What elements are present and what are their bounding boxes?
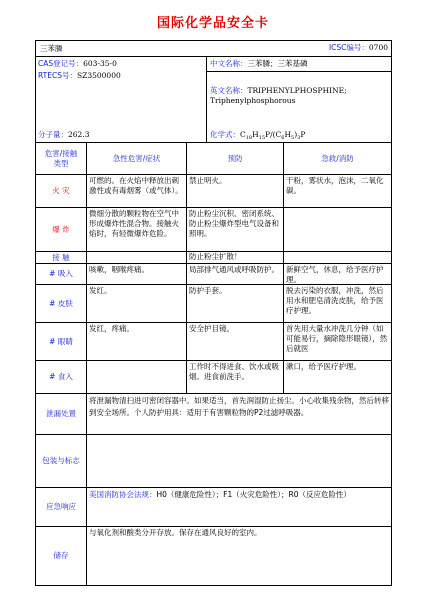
rtecs-label: RTECS号： xyxy=(38,71,77,80)
storage-text: 与氧化剂和酸类分开存放。保存在通风良好的室内。 xyxy=(89,528,262,537)
rtecs-number xyxy=(38,71,203,81)
col-header-acute: 急性危害/症状 xyxy=(112,153,161,163)
packaging-text xyxy=(87,435,391,487)
formula-label: 化学式： xyxy=(210,130,240,139)
ingestion-acute xyxy=(87,361,186,393)
explosion-prevention: 防止粉尘沉积、密闭系统、防止粉尘爆炸型电气设备和照明。 xyxy=(189,209,279,238)
icsc-number xyxy=(268,43,388,53)
emergency-label-nfpa: 美国消防协会法规： xyxy=(89,490,157,499)
skin-prevention: 防护手套。 xyxy=(189,286,227,295)
cas-number xyxy=(38,59,203,69)
row-label-contact: 接 触 xyxy=(52,252,70,262)
en-name-value-2: Triphenylphosphorous xyxy=(210,96,296,105)
row-label-ingestion: # 食入 xyxy=(49,372,73,381)
inhalation-acute: 咳嗽，咽喉疼痛。 xyxy=(89,265,149,274)
row-label-eyes: # 眼睛 xyxy=(49,336,73,346)
mw-label: 分子量： xyxy=(38,130,68,139)
molecular-weight xyxy=(38,130,198,140)
cas-value: 603-35-0 xyxy=(83,59,117,68)
cn-name-label: 中文名称： xyxy=(210,59,248,68)
emergency-text xyxy=(87,488,391,526)
row-label-inhalation: # 吸入 xyxy=(49,269,73,278)
mw-value: 262.3 xyxy=(68,130,90,139)
cas-label: CAS登记号： xyxy=(38,59,84,68)
section-label-storage: 储存 xyxy=(53,551,69,560)
emergency-ratings: H0（健康危险性）；F1（火灾危险性）；R0（反应危险性） xyxy=(156,490,351,499)
chemical-formula: 化学式：$C_{18}H_{15}P/(C_6H_5)_3P$ xyxy=(210,130,306,140)
eyes-prevention: 安全护目镜。 xyxy=(189,324,234,333)
icsc-value: 0700 xyxy=(368,43,388,52)
section-label-spill: 泄漏处置 xyxy=(46,409,76,418)
explosion-first-aid xyxy=(284,208,391,251)
en-name-value-1: TRIPHENYLPHOSPHINE; xyxy=(247,86,347,95)
section-label-emergency: 应急响应 xyxy=(46,502,76,511)
row-label-skin: # 皮肤 xyxy=(49,298,73,308)
explosion-acute: 微细分散的颗粒物在空气中形成爆炸性混合物。接触火焰时，有轻微爆炸危险。 xyxy=(89,209,179,238)
fire-acute: 可燃的。在火焰中释放出刺激性或有毒烟雾（或气体）。 xyxy=(89,176,183,195)
fire-prevention: 禁止明火。 xyxy=(189,176,227,185)
ingestion-prevention: 工作时不得进食、饮水或吸烟。进食前洗手。 xyxy=(189,362,279,381)
col-header-hazard-type: 危害/接触 类型 xyxy=(44,148,78,168)
chemical-name: 三苯膦 xyxy=(40,44,63,53)
cn-name-value: 三苯膦；三苯基磷 xyxy=(247,59,308,68)
rtecs-value: SZ3500000 xyxy=(76,71,121,80)
col-header-prevention: 预防 xyxy=(227,153,243,163)
chinese-name xyxy=(210,59,390,69)
spill-text: 将泄漏物清扫进可密闭容器中。如果适当，首先润湿防止扬尘。小心收集残余物，然后转移到安全场所。个人防护用具：适用于有害颗粒物的P2过滤呼吸器。 xyxy=(89,396,389,417)
skin-first-aid: 脱去污染的衣服，冲洗，然后用水和肥皂清洗皮肤，给予医疗护理。 xyxy=(286,286,384,315)
inhalation-first-aid: 新鲜空气，休息，给予医疗护理。 xyxy=(286,265,384,284)
card-title: 国际化学品安全卡 xyxy=(156,16,269,31)
eyes-acute: 发红，疼痛。 xyxy=(89,324,134,333)
en-name-label: 英文名称： xyxy=(210,86,248,95)
contact-prevention: 防止粉尘扩散！ xyxy=(189,252,242,261)
icsc-label: ICSC编号： xyxy=(328,43,369,52)
fire-first-aid: 干粉，雾状水，泡沫，二氧化碳。 xyxy=(286,176,384,195)
skin-acute: 发红。 xyxy=(89,286,112,295)
section-label-packaging: 包装与标志 xyxy=(42,456,80,465)
inhalation-prevention: 局部排气通风或呼吸防护。 xyxy=(189,265,279,274)
safety-card-sheet xyxy=(35,40,392,586)
english-name xyxy=(210,86,390,106)
row-label-fire: 火 灾 xyxy=(52,186,70,195)
ingestion-first-aid: 漱口，给予医疗护理。 xyxy=(286,362,361,371)
eyes-first-aid: 首先用大量水冲洗几分钟（如可能易行，摘除隐形眼镜），然后就医 xyxy=(286,324,388,353)
row-label-explosion: 爆 炸 xyxy=(52,224,70,234)
col-header-first-aid: 急救/消防 xyxy=(321,153,354,163)
